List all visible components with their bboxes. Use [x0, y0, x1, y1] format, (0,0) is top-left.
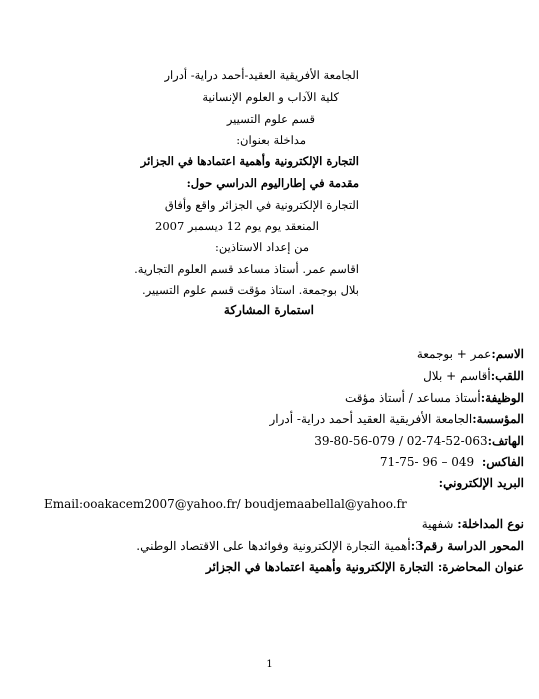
job-label: الوظيفة: — [480, 391, 524, 405]
study-day-topic: التجارة الإلكترونية في الجزائر واقع وأفاق — [164, 198, 359, 212]
page-number: 1 — [266, 659, 273, 670]
form-title: استمارة المشاركة — [223, 303, 314, 317]
axis-row — [136, 539, 524, 554]
email-label: البريد الإلكتروني: — [438, 476, 524, 490]
surname-value: أقاسم + بلال — [423, 369, 491, 383]
lecture-title-label: عنوان المحاضرة: — [437, 560, 524, 574]
institution-row — [269, 412, 524, 427]
prepared-by-line: من إعداد الاستاذين: — [215, 240, 309, 254]
lecture-title-value: التجارة الإلكترونية وأهمية اعتمادها في الجزائر — [205, 560, 434, 574]
job-row — [345, 391, 524, 406]
name-value: عمر + بوجمعة — [416, 347, 492, 361]
author-2: بلال بوجمعة. استاذ مؤقت قسم علوم التسيير. — [142, 283, 359, 297]
date-line: المنعقد يوم يوم 12 ديسمبر 2007 — [155, 219, 319, 233]
fax-value: 71-75- 96 – 049 — [379, 455, 475, 469]
institution-label: المؤسسة: — [472, 412, 524, 426]
lecture-title-row — [206, 560, 524, 575]
institution-value: الجامعة الأفريقية العقيد أحمد دراية- أدرار — [269, 412, 473, 426]
university-line: الجامعة الأفريقية العقيد-أحمد دراية- أدرار — [164, 68, 359, 82]
email-value: Email:ooakacem2007@yahoo.fr/ boudjemaabellal@yahoo.fr — [44, 497, 407, 511]
type-value: شفهية — [421, 517, 454, 531]
submitted-to-line: مقدمة في إطاراليوم الدراسي حول: — [186, 176, 359, 190]
phone-row — [314, 434, 524, 449]
fax-label: الفاكس: — [481, 455, 524, 469]
phone-label: الهاتف: — [487, 434, 524, 448]
surname-row — [423, 369, 524, 384]
intervention-label: مداخلة بعنوان: — [236, 133, 306, 147]
job-value: أستاذ مساعد / أستاذ مؤقت — [344, 391, 481, 405]
department-line: قسم علوم التسيير — [226, 112, 315, 126]
faculty-line: كلية الآداب و العلوم الإنسانية — [202, 90, 339, 104]
axis-label: المحور الدراسة رقم3: — [410, 539, 524, 553]
name-row — [417, 347, 524, 362]
type-label: نوع المداخلة: — [457, 517, 524, 531]
fax-row — [380, 455, 524, 470]
phone-value: 39-80-56-079 / 02-74-52-063 — [314, 434, 488, 448]
name-label: الاسم: — [491, 347, 524, 361]
author-1: اقاسم عمر. أستاذ مساعد قسم العلوم التجارية. — [134, 262, 359, 276]
axis-value: أهمية التجارة الإلكترونية وفوائدها على الاقتصاد الوطني. — [136, 539, 411, 553]
surname-label: اللقب: — [490, 369, 524, 383]
type-row — [422, 517, 524, 532]
intervention-title: التجارة الإلكترونية وأهمية اعتمادها في الجزائر — [140, 154, 359, 168]
